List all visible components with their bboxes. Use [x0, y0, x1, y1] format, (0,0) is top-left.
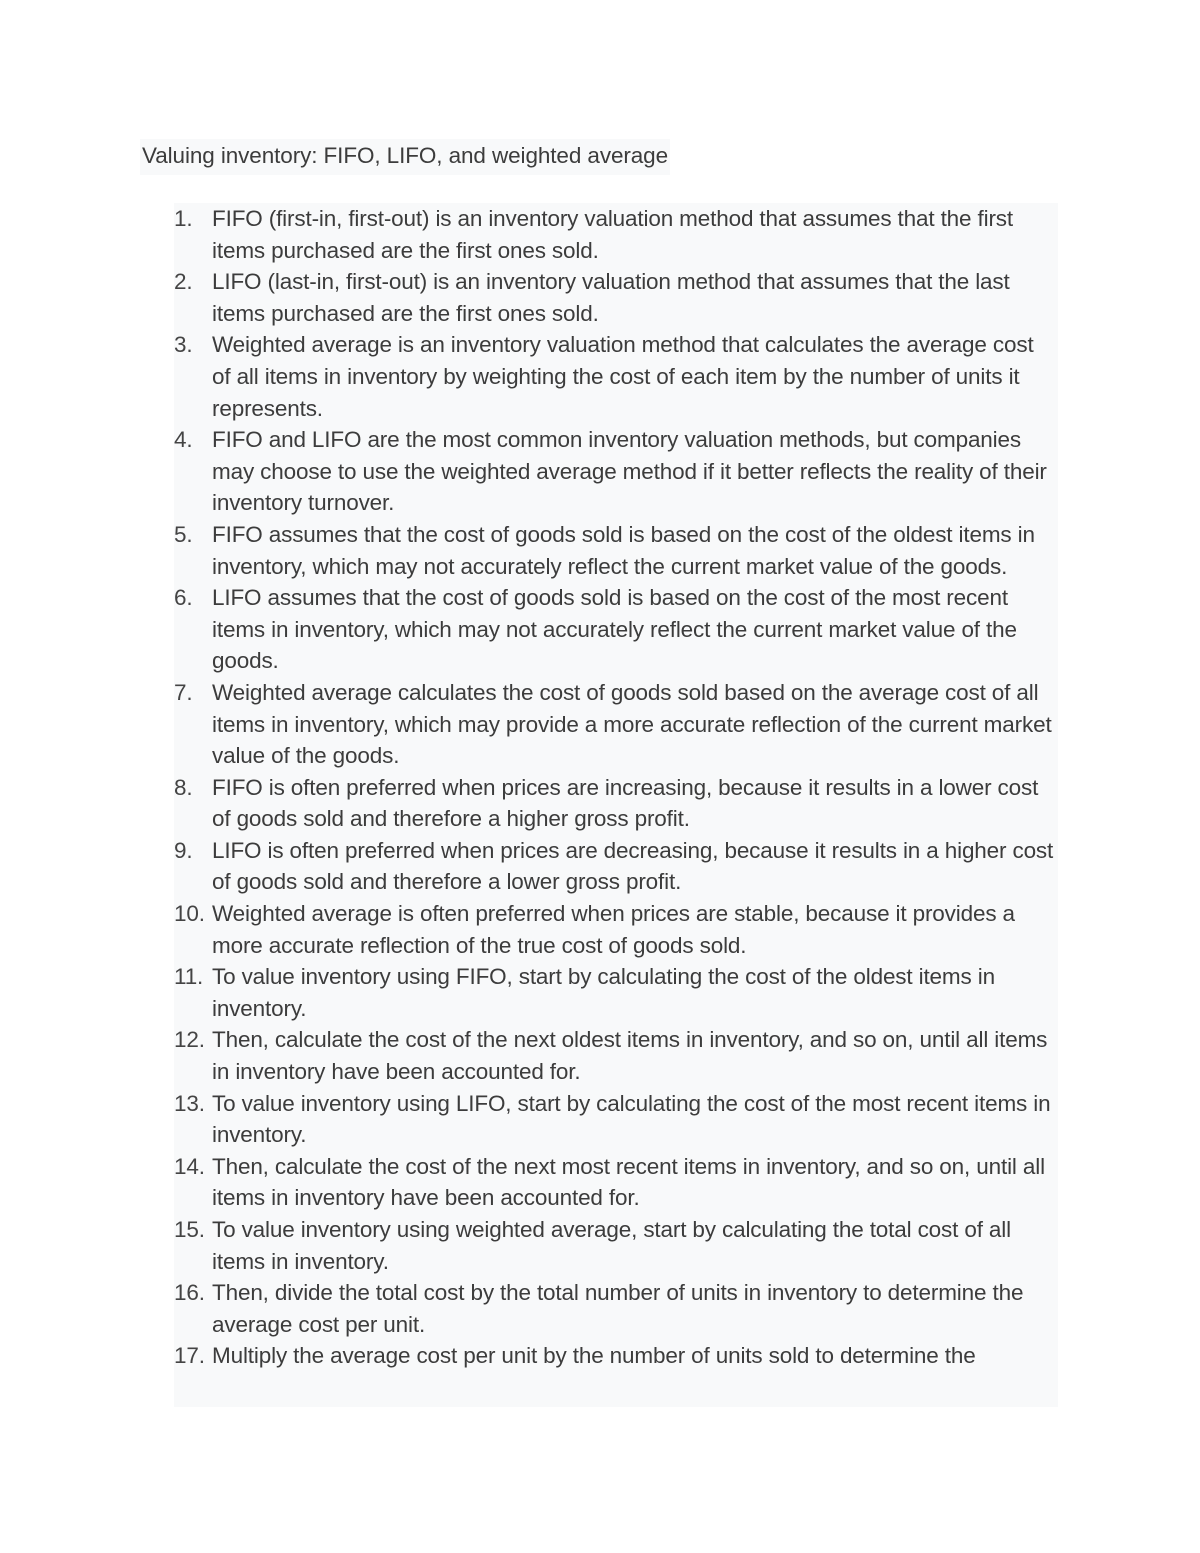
list-item-number: 17.	[174, 1343, 205, 1369]
list-item-number: 2.	[174, 269, 193, 295]
list-item	[174, 1151, 1058, 1214]
list-item-number: 6.	[174, 585, 193, 611]
list-item-text: FIFO and LIFO are the most common inventory valuation methods, but companies may choose to use the weighted average method if it better reflects the reality of their inventory turnover.	[212, 427, 1047, 516]
list-item	[174, 1024, 1058, 1087]
list-item-number: 7.	[174, 679, 193, 705]
list-item	[174, 1277, 1058, 1340]
list-item-number: 15.	[174, 1217, 205, 1242]
list-item-text: Weighted average is often preferred when prices are stable, because it provides a more accurate reflection of the true cost of goods sold.	[212, 901, 1015, 958]
list-highlight	[174, 203, 1058, 1407]
title-highlight	[140, 139, 670, 175]
document-title: Valuing inventory: FIFO, LIFO, and weighted average	[142, 143, 669, 168]
list-item	[174, 1214, 1058, 1277]
list-item	[174, 329, 1058, 424]
list-item	[174, 835, 1058, 898]
list-item	[174, 203, 1058, 266]
list-item	[174, 1340, 1058, 1372]
list-item-number: 8.	[174, 774, 193, 800]
list-item-text: FIFO (first-in, first-out) is an inventory valuation method that assumes that the first items purchased are the first ones sold.	[212, 206, 1014, 263]
list-item-text: FIFO is often preferred when prices are increasing, because it results in a lower cost of goods sold and therefore a higher gross profit.	[212, 774, 1039, 832]
list-item	[174, 519, 1058, 582]
list-item	[174, 677, 1058, 772]
list-item-text: Then, divide the total cost by the total number of units in inventory to determine the average cost per unit.	[212, 1280, 1024, 1337]
list-item-number: 10.	[174, 901, 205, 927]
list-item-text: LIFO is often preferred when prices are decreasing, because it results in a higher cost of goods sold and therefore a lower gross profit.	[212, 837, 1054, 895]
list-item-text: Then, calculate the cost of the next most recent items in inventory, and so on, until all items in inventory have been accounted for.	[212, 1153, 1045, 1211]
list-item-number: 1.	[174, 206, 193, 231]
list-item	[174, 772, 1058, 835]
list-item-number: 14.	[174, 1153, 205, 1179]
list-item-number: 16.	[174, 1280, 205, 1306]
list-item-text: LIFO assumes that the cost of goods sold is based on the cost of the most recent items in inventory, which may not accurately reflect the current market value of the goods.	[212, 585, 1017, 674]
list-item-text: Weighted average is an inventory valuation method that calculates the average cost of all items in inventory by weighting the cost of each item by the number of units it represents.	[212, 332, 1034, 421]
list-item-number: 12.	[174, 1027, 205, 1053]
list-item-number: 4.	[174, 427, 193, 453]
list-item-text: Then, calculate the cost of the next oldest items in inventory, and so on, until all items in inventory have been accounted for.	[212, 1027, 1048, 1085]
list-item	[174, 898, 1058, 961]
list-item-number: 13.	[174, 1090, 205, 1116]
list-item-number: 5.	[174, 521, 193, 547]
list-item-text: To value inventory using FIFO, start by calculating the cost of the oldest items in inventory.	[212, 964, 995, 1021]
list-item	[174, 582, 1058, 677]
list-item-number: 11.	[174, 964, 204, 990]
list-item-text: Weighted average calculates the cost of goods sold based on the average cost of all items in inventory, which may provide a more accurate reflection of the current market value of the goods.	[212, 679, 1052, 769]
list-item-text: LIFO (last-in, first-out) is an inventory valuation method that assumes that the last items purchased are the first ones sold.	[212, 269, 1010, 326]
list-item-text: To value inventory using weighted average, start by calculating the total cost of all items in inventory.	[212, 1217, 1011, 1274]
list-item-text: To value inventory using LIFO, start by calculating the cost of the most recent items in inventory.	[212, 1090, 1051, 1148]
list-item-text: FIFO assumes that the cost of goods sold is based on the cost of the oldest items in inventory, which may not accurately reflect the current market value of the goods.	[212, 521, 1035, 579]
list-item	[174, 266, 1058, 329]
list-item	[174, 424, 1058, 519]
list-item	[174, 961, 1058, 1024]
list-item	[174, 1088, 1058, 1151]
numbered-list	[174, 203, 1058, 1372]
list-item-number: 9.	[174, 837, 193, 863]
list-item-text: Multiply the average cost per unit by the number of units sold to determine the	[212, 1343, 976, 1369]
list-item-number: 3.	[174, 332, 193, 358]
